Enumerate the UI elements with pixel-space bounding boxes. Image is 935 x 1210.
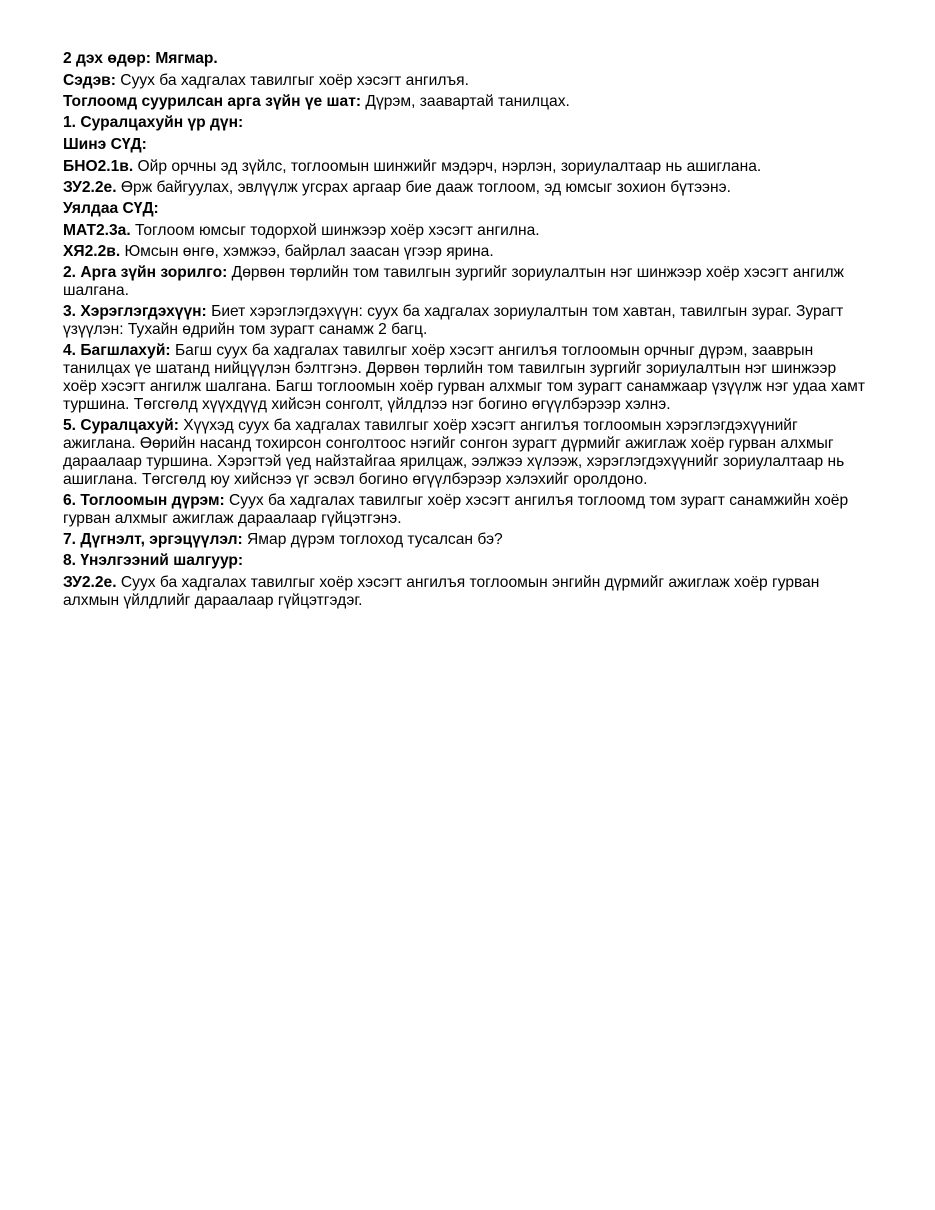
criteria-heading: 8. Үнэлгээний шалгуур: — [63, 552, 244, 569]
stage-line — [63, 93, 873, 111]
linked-sud-item — [63, 243, 873, 261]
goal-label: 2. Арга зүйн зорилго: — [63, 264, 228, 281]
goal-paragraph — [63, 264, 873, 300]
criteria-text: Суух ба хадгалах тавилгыг хоёр хэсэгт ангилъя тоглоомын энгийн дүрмийг ажиглаж хоёр гурван алхмын үйлдлийг дараалаар гүйцэтгэдэг. — [63, 574, 820, 609]
topic-line — [63, 72, 873, 90]
rules-paragraph — [63, 492, 873, 528]
learning-text: Хүүхэд суух ба хадгалах тавилгыг хоёр хэсэгт ангилъя тоглоомын хэрэглэгдэхүүнийг ажиглана. Өөрийн насанд тохирсон сонголтоос нэгийг сонгон зурагт дүрмийг ажиглаж хоёр гурван алхмыг дараалаар туршина. Хэрэгтэй үед найзтайгаа ярилцаж, ээлжээ хүлээж, хэрэглэгдэхүүнийг зориулалтаар нь ашиглана. Төгсгөлд юу хийснээ үг эсвэл богино өгүүлбэрээр хэлэхийг оролдоно. — [63, 417, 845, 488]
materials-label: 3. Хэрэглэгдэхүүн: — [63, 303, 207, 320]
day-heading: 2 дэх өдөр: Мягмар. — [63, 50, 218, 67]
topic-label: Сэдэв: — [63, 72, 116, 89]
materials-text: Биет хэрэглэгдэхүүн: суух ба хадгалах зориулалтын том хавтан, тавилгын зураг. Зурагт үзүүлэн: Тухайн өдрийн том зурагт санамж 2 багц. — [63, 303, 844, 338]
new-sud-code: ЗУ2.2е. — [63, 179, 117, 196]
linked-sud-text: Юмсын өнгө, хэмжээ, байрлал заасан үгээр ярина. — [120, 243, 494, 260]
teaching-label: 4. Багшлахуй: — [63, 342, 171, 359]
new-sud-item — [63, 158, 873, 176]
teaching-paragraph — [63, 342, 873, 414]
rules-text: Суух ба хадгалах тавилгыг хоёр хэсэгт ангилъя тоглоомд том зурагт санамжийн хоёр гурван алхмыг ажиглаж дараалаар гүйцэтгэнэ. — [63, 492, 849, 527]
linked-sud-heading: Уялдаа СҮД: — [63, 200, 159, 217]
criteria-code: ЗУ2.2е. — [63, 574, 117, 591]
new-sud-item — [63, 179, 873, 197]
new-sud-heading: Шинэ СҮД: — [63, 136, 147, 153]
new-sud-text: Ойр орчны эд зүйлс, тоглоомын шинжийг мэдэрч, нэрлэн, зориулалтаар нь ашиглана. — [133, 158, 762, 175]
rules-label: 6. Тоглоомын дүрэм: — [63, 492, 225, 509]
learning-label: 5. Суралцахуй: — [63, 417, 179, 434]
outcome-heading: 1. Суралцахуйн үр дүн: — [63, 114, 244, 131]
teaching-text: Багш суух ба хадгалах тавилгыг хоёр хэсэгт ангилъя тоглоомын орчныг дүрэм, зааврын танилцах үе шатанд нийцүүлэн бэлтгэнэ. Дөрвөн төрлийн том тавилгын зургийг зориулалтын нэг шинжээр хоёр хэсэгт ангилж шалгана. Багш тоглоомын хоёр гурван алхмыг том зурагт санамжаар үзүүлж нэг удаа хамт туршина. Төгсгөлд хүүхдүүд хийсэн сонголт, үйлдлээ нэг богино өгүүлбэрээр хэлнэ. — [63, 342, 865, 413]
topic-text: Суух ба хадгалах тавилгыг хоёр хэсэгт ангилъя. — [115, 72, 469, 89]
reflection-label: 7. Дүгнэлт, эргэцүүлэл: — [63, 531, 243, 548]
new-sud-code: БНО2.1в. — [63, 158, 134, 175]
linked-sud-code: ХЯ2.2в. — [63, 243, 121, 260]
linked-sud-code: МАТ2.3а. — [63, 222, 131, 239]
stage-label: Тоглоомд суурилсан арга зүйн үе шат: — [63, 93, 362, 110]
reflection-line — [63, 531, 873, 549]
stage-text: Дүрэм, заавартай танилцах. — [361, 93, 570, 110]
linked-sud-item — [63, 222, 873, 240]
materials-paragraph — [63, 303, 873, 339]
new-sud-text: Өрж байгуулах, эвлүүлж угсрах аргаар бие дааж тоглоом, эд юмсыг зохион бүтээнэ. — [116, 179, 731, 196]
learning-paragraph — [63, 417, 873, 489]
linked-sud-text: Тоглоом юмсыг тодорхой шинжээр хоёр хэсэгт ангилна. — [130, 222, 540, 239]
goal-text: Дөрвөн төрлийн том тавилгын зургийг зориулалтын нэг шинжээр хоёр хэсэгт ангилж шалгана. — [63, 264, 844, 299]
reflection-text: Ямар дүрэм тоглоход тусалсан бэ? — [242, 531, 503, 548]
criteria-paragraph — [63, 574, 873, 610]
